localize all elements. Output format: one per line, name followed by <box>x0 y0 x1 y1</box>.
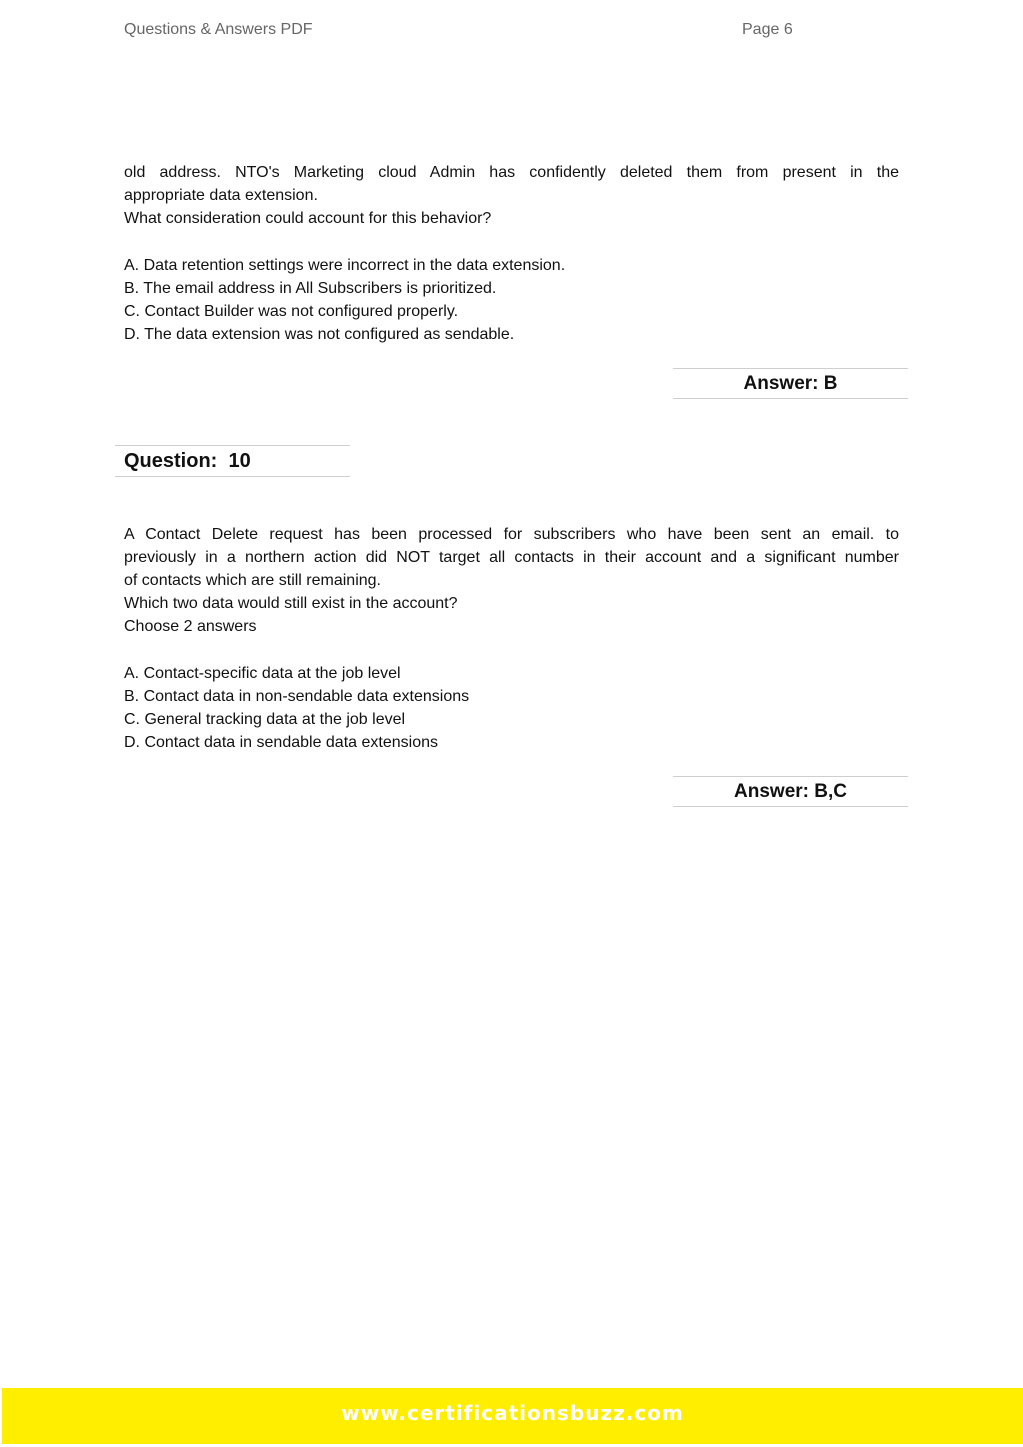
q9-stem-line: appropriate data extension. <box>124 187 318 204</box>
q10-heading <box>115 445 350 477</box>
q10-answer: Answer: B,C <box>673 776 908 807</box>
q10-stem-line: previously in a northern action did NOT target all contacts in their account and a significant number <box>124 549 899 566</box>
footer-bar <box>2 1388 1023 1444</box>
page-number: Page 6 <box>742 21 793 38</box>
q10-option-a: A. Contact-specific data at the job level <box>124 665 401 682</box>
footer-url-link[interactable]: www.certificationsbuzz.com <box>341 1401 684 1425</box>
q10-stem-line: A Contact Delete request has been processed for subscribers who have been sent an email. to <box>124 526 899 543</box>
q9-option-a: A. Data retention settings were incorrect in the data extension. <box>124 257 566 274</box>
q9-stem-line: old address. NTO's Marketing cloud Admin has confidently deleted them from present in the <box>124 164 899 181</box>
q9-stem <box>124 161 899 230</box>
q10-stem-line: of contacts which are still remaining. <box>124 572 381 589</box>
q9-option-d: D. The data extension was not configured as sendable. <box>124 326 515 343</box>
q10-heading-text: Question: 10 <box>124 450 251 472</box>
q10-instruction: Choose 2 answers <box>124 618 257 635</box>
q10-option-b: B. Contact data in non-sendable data extensions <box>124 688 470 705</box>
q10-options <box>124 662 899 754</box>
q10-stem <box>124 523 899 638</box>
q10-prompt: Which two data would still exist in the account? <box>124 595 458 612</box>
q10-option-d: D. Contact data in sendable data extensions <box>124 734 438 751</box>
q9-options <box>124 254 899 346</box>
q9-option-c: C. Contact Builder was not configured properly. <box>124 303 459 320</box>
header-title: Questions & Answers PDF <box>124 21 313 38</box>
q9-answer: Answer: B <box>673 368 908 399</box>
q10-option-c: C. General tracking data at the job level <box>124 711 406 728</box>
q9-option-b: B. The email address in All Subscribers is prioritized. <box>124 280 497 297</box>
q9-prompt: What consideration could account for this behavior? <box>124 210 492 227</box>
